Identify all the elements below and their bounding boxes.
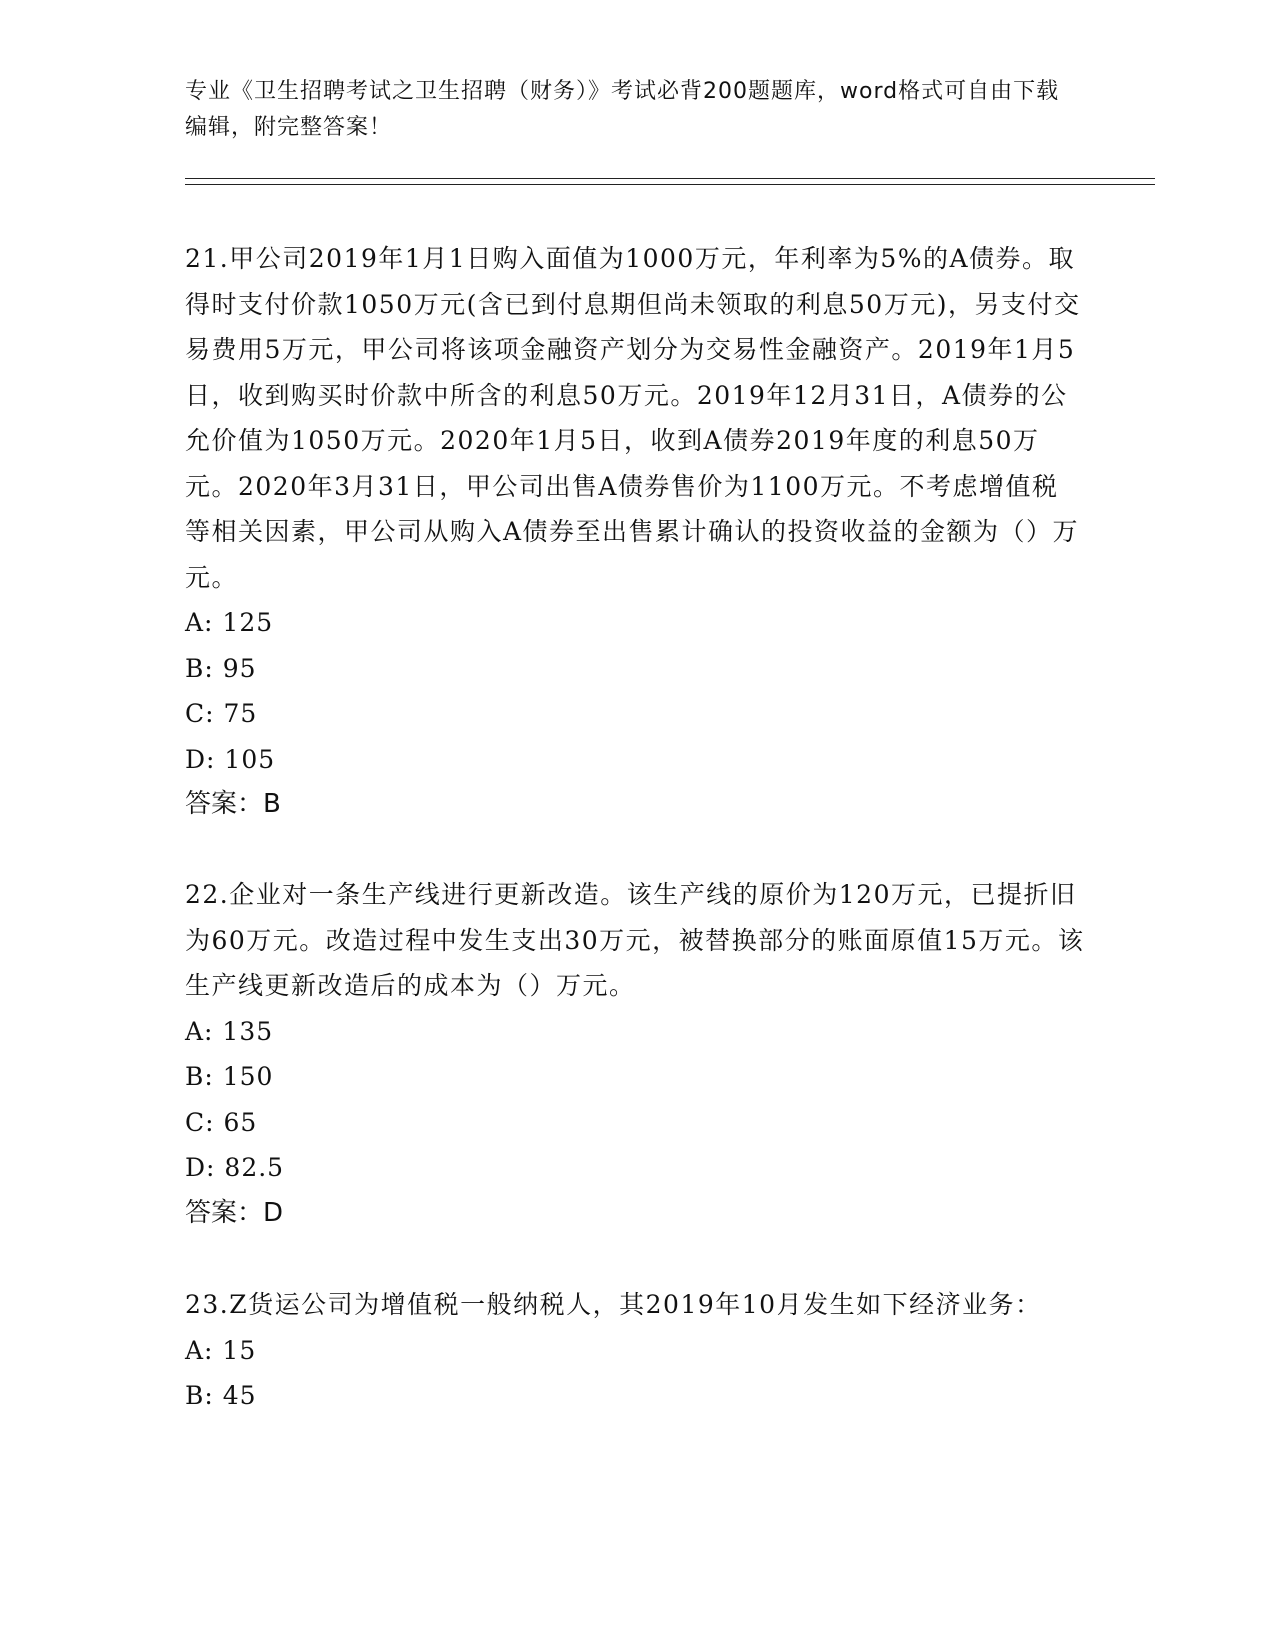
question-21 (185, 236, 1085, 828)
question-22 (185, 872, 1085, 1236)
header-divider-bottom (185, 184, 1155, 185)
option-a: A: 135 (185, 1016, 274, 1046)
option-a: A: 125 (185, 608, 274, 637)
option-b: B: 95 (185, 653, 257, 683)
option-c: C: 65 (185, 1107, 258, 1137)
option-d: D: 105 (185, 744, 276, 774)
question-text: 22.企业对一条生产线进行更新改造。该生产线的原价为120万元，已提折旧为60万元。改造过程中发生支出30万元，被替换部分的账面原值15万元。该生产线更新改造后的成本为（）万元。 (185, 880, 1085, 1000)
question-text: 23.Z货运公司为增值税一般纳税人，其2019年10月发生如下经济业务： (185, 1290, 1042, 1319)
header-divider-top (185, 178, 1155, 179)
document-header: 专业《卫生招聘考试之卫生招聘（财务）》考试必背200题题库，word格式可自由下载编辑，附完整答案！ (185, 79, 1060, 140)
question-text: 21.甲公司2019年1月1日购入面值为1000万元，年利率为5%的A债券。取得时支付价款1050万元(含已到付息期但尚未领取的利息50万元)，另支付交易费用5万元，甲公司将该项金融资产划分为交易性金融资产。2019年1月5日，收到购买时价款中所含的利息50万元。2019年12月31日，A债券的公允价值为1050万元。2020年1月5日，收到A债券2019年度的利息50万元。2020年3月31日，甲公司出售A债券售价为1100万元。不考虑增值税等相关因素，甲公司从购入A债券至出售累计确认的投资收益的金额为（）万元。 (185, 244, 1081, 592)
option-a: A: 15 (185, 1335, 257, 1365)
answer-line: 答案：D (185, 1197, 284, 1228)
question-23 (185, 1282, 1085, 1419)
option-b: B: 150 (185, 1062, 274, 1091)
answer-line: 答案：B (185, 789, 281, 819)
option-b: B: 45 (185, 1381, 257, 1410)
option-c: C: 75 (185, 699, 258, 728)
option-d: D: 82.5 (185, 1153, 285, 1182)
